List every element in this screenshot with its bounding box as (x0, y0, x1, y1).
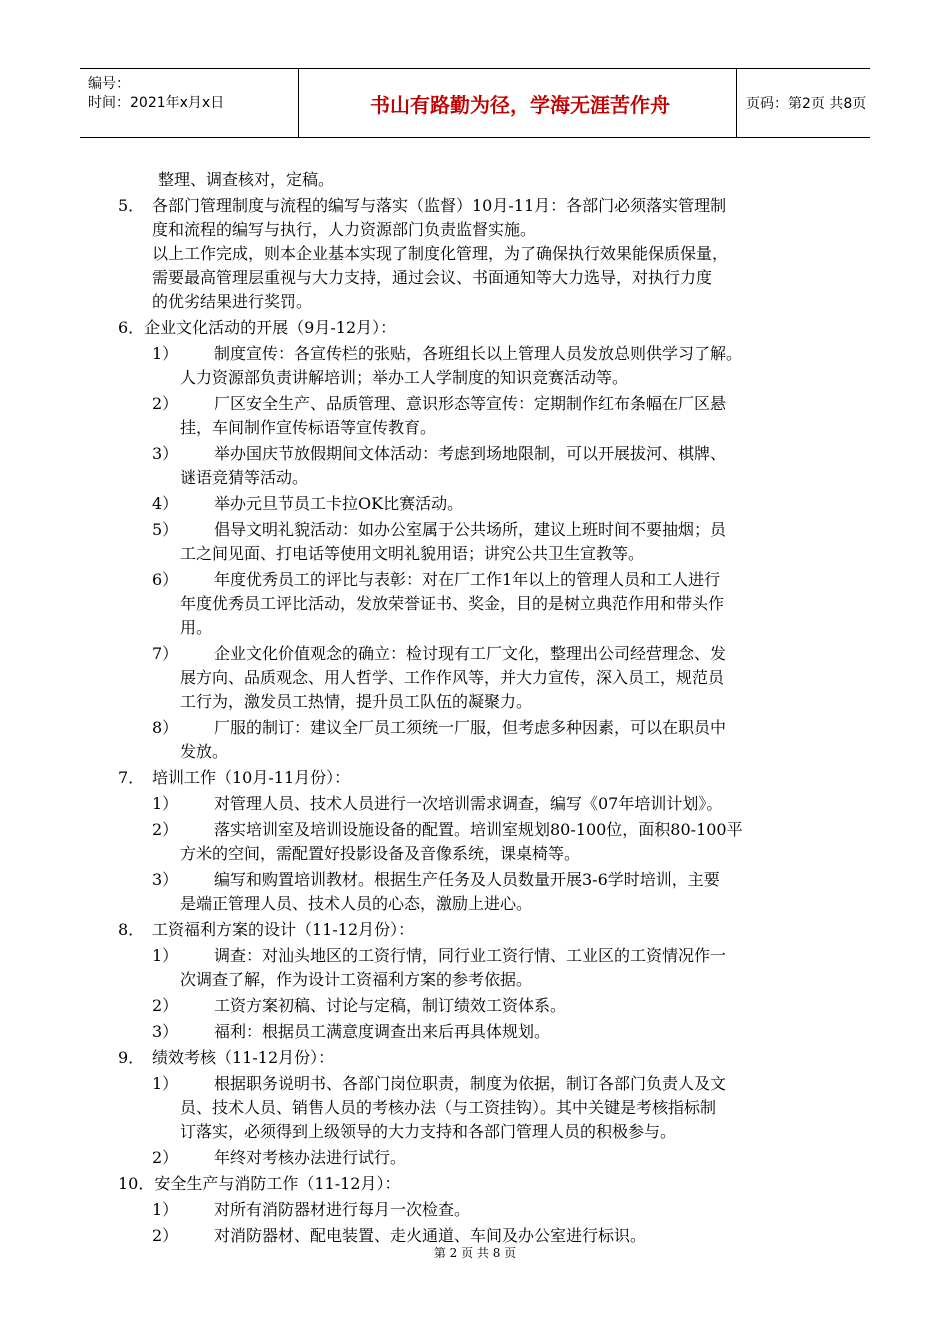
item-number: 8） (152, 718, 179, 737)
section-heading: 绩效考核（11-12月份）： (152, 1048, 335, 1067)
text-line: 制度宣传：各宣传栏的张贴，各班组长以上管理人员发放总则供学习了解。 (214, 344, 743, 363)
text-line: 福利：根据员工满意度调查出来后再具体规划。 (214, 1022, 551, 1041)
item-number: 6） (152, 570, 179, 589)
section-heading: 6．企业文化活动的开展（9月-12月）： (118, 318, 397, 337)
text-line: 次调查了解，作为设计工资福利方案的参考依据。 (180, 970, 533, 989)
text-line: 企业文化价值观念的确立：检讨现有工厂文化，整理出公司经营理念、发 (214, 644, 727, 663)
text-line: 工之间见面、打电话等使用文明礼貌用语；讲究公共卫生宣教等。 (180, 544, 645, 563)
text-line: 举办元旦节员工卡拉OK比赛活动。 (214, 494, 464, 513)
header-motto: 书山有路勤为径，学海无涯苦作舟 (370, 92, 670, 117)
item-number: 2） (152, 394, 179, 413)
text-line: 厂服的制订：建议全厂员工须统一厂服，但考虑多种因素，可以在职员中 (214, 718, 727, 737)
item-number: 3） (152, 444, 179, 463)
text-line: 度和流程的编写与执行，人力资源部门负责监督实施。 (152, 220, 537, 239)
item-number: 5． (118, 196, 145, 215)
text-line: 倡导文明礼貌活动：如办公室属于公共场所，建议上班时间不要抽烟；员 (214, 520, 727, 539)
text-line: 用。 (180, 618, 213, 637)
text-line: 展方向、品质观念、用人哲学、工作作风等，并大力宣传，深入员工，规范员 (180, 668, 725, 687)
text-line: 发放。 (180, 742, 229, 761)
text-line: 年终对考核办法进行试行。 (214, 1148, 407, 1167)
item-number: 2） (152, 996, 179, 1015)
item-number: 7． (118, 768, 145, 787)
text-line: 举办国庆节放假期间文体活动：考虑到场地限制，可以开展拔河、棋牌、 (214, 444, 727, 463)
text-line: 对管理人员、技术人员进行一次培训需求调查，编写《07年培训计划》。 (214, 794, 723, 813)
text-line: 谜语竞猜等活动。 (180, 468, 309, 487)
text-line: 方米的空间，需配置好投影设备及音像系统，课桌椅等。 (180, 844, 581, 863)
text-line: 调查：对汕头地区的工资行情，同行业工资行情、工业区的工资情况作一 (214, 946, 727, 965)
item-number: 1） (152, 1074, 179, 1093)
text-line: 对消防器材、配电装置、走火通道、车间及办公室进行标识。 (214, 1226, 647, 1245)
item-number: 7） (152, 644, 179, 663)
text-line: 的优劣结果进行奖罚。 (152, 292, 313, 311)
text-line: 落实培训室及培训设施设备的配置。培训室规划80-100位，面积80-100平 (214, 820, 743, 839)
text-line: 员、技术人员、销售人员的考核办法（与工资挂钩）。其中关键是考核指标制 (180, 1098, 717, 1117)
item-number: 2） (152, 1148, 179, 1167)
section-heading: 工资福利方案的设计（11-12月份）： (152, 920, 415, 939)
section-heading: 10．安全生产与消防工作（11-12月）： (118, 1174, 401, 1193)
document-number-label: 编号： (88, 76, 130, 92)
item-number: 1） (152, 794, 179, 813)
text-line: 年度优秀员工评比活动，发放荣誉证书、奖金，目的是树立典范作用和带头作 (180, 594, 725, 613)
text-line: 人力资源部负责讲解培训；举办工人学制度的知识竞赛活动等。 (180, 368, 629, 387)
item-number: 4） (152, 494, 179, 513)
header-divider (736, 69, 737, 137)
header-page-info: 页码：第2页 共8页 (746, 96, 867, 112)
header-meta (88, 75, 224, 113)
text-line: 需要最高管理层重视与大力支持，通过会议、书面通知等大力选导，对执行力度 (152, 268, 713, 287)
document-date: 时间：2021年x月x日 (88, 95, 225, 111)
item-number: 1） (152, 344, 179, 363)
item-number: 3） (152, 1022, 179, 1041)
item-number: 1） (152, 1200, 179, 1219)
text-line: 订落实，必须得到上级领导的大力支持和各部门管理人员的积极参与。 (180, 1122, 677, 1141)
text-line: 各部门管理制度与流程的编写与落实（监督）10月-11月：各部门必须落实管理制 (152, 196, 727, 215)
item-number: 2） (152, 820, 179, 839)
text-line: 厂区安全生产、品质管理、意识形态等宣传：定期制作红布条幅在厂区悬 (214, 394, 727, 413)
page-header (80, 68, 870, 138)
item-number: 2） (152, 1226, 179, 1245)
text-line: 是端正管理人员、技术人员的心态，激励上进心。 (180, 894, 533, 913)
header-divider (298, 69, 299, 137)
page-footer: 第 2 页 共 8 页 (433, 1246, 517, 1260)
text-line: 年度优秀员工的评比与表彰：对在厂工作1年以上的管理人员和工人进行 (214, 570, 721, 589)
item-number: 1） (152, 946, 179, 965)
text-line: 挂，车间制作宣传标语等宣传教育。 (180, 418, 437, 437)
text-line: 整理、调查核对，定稿。 (158, 170, 335, 189)
item-number: 8． (118, 920, 145, 939)
text-line: 对所有消防器材进行每月一次检查。 (214, 1200, 471, 1219)
text-line: 工资方案初稿、讨论与定稿，制订绩效工资体系。 (214, 996, 567, 1015)
text-line: 工行为，激发员工热情，提升员工队伍的凝聚力。 (180, 692, 533, 711)
item-number: 5） (152, 520, 179, 539)
text-line: 以上工作完成，则本企业基本实现了制度化管理，为了确保执行效果能保质保量， (152, 244, 729, 263)
section-heading: 培训工作（10月-11月份）： (152, 768, 351, 787)
text-line: 根据职务说明书、各部门岗位职责，制度为依据，制订各部门负责人及文 (214, 1074, 727, 1093)
item-number: 9． (118, 1048, 145, 1067)
text-line: 编写和购置培训教材。根据生产任务及人员数量开展3-6学时培训，主要 (214, 870, 720, 889)
item-number: 3） (152, 870, 179, 889)
